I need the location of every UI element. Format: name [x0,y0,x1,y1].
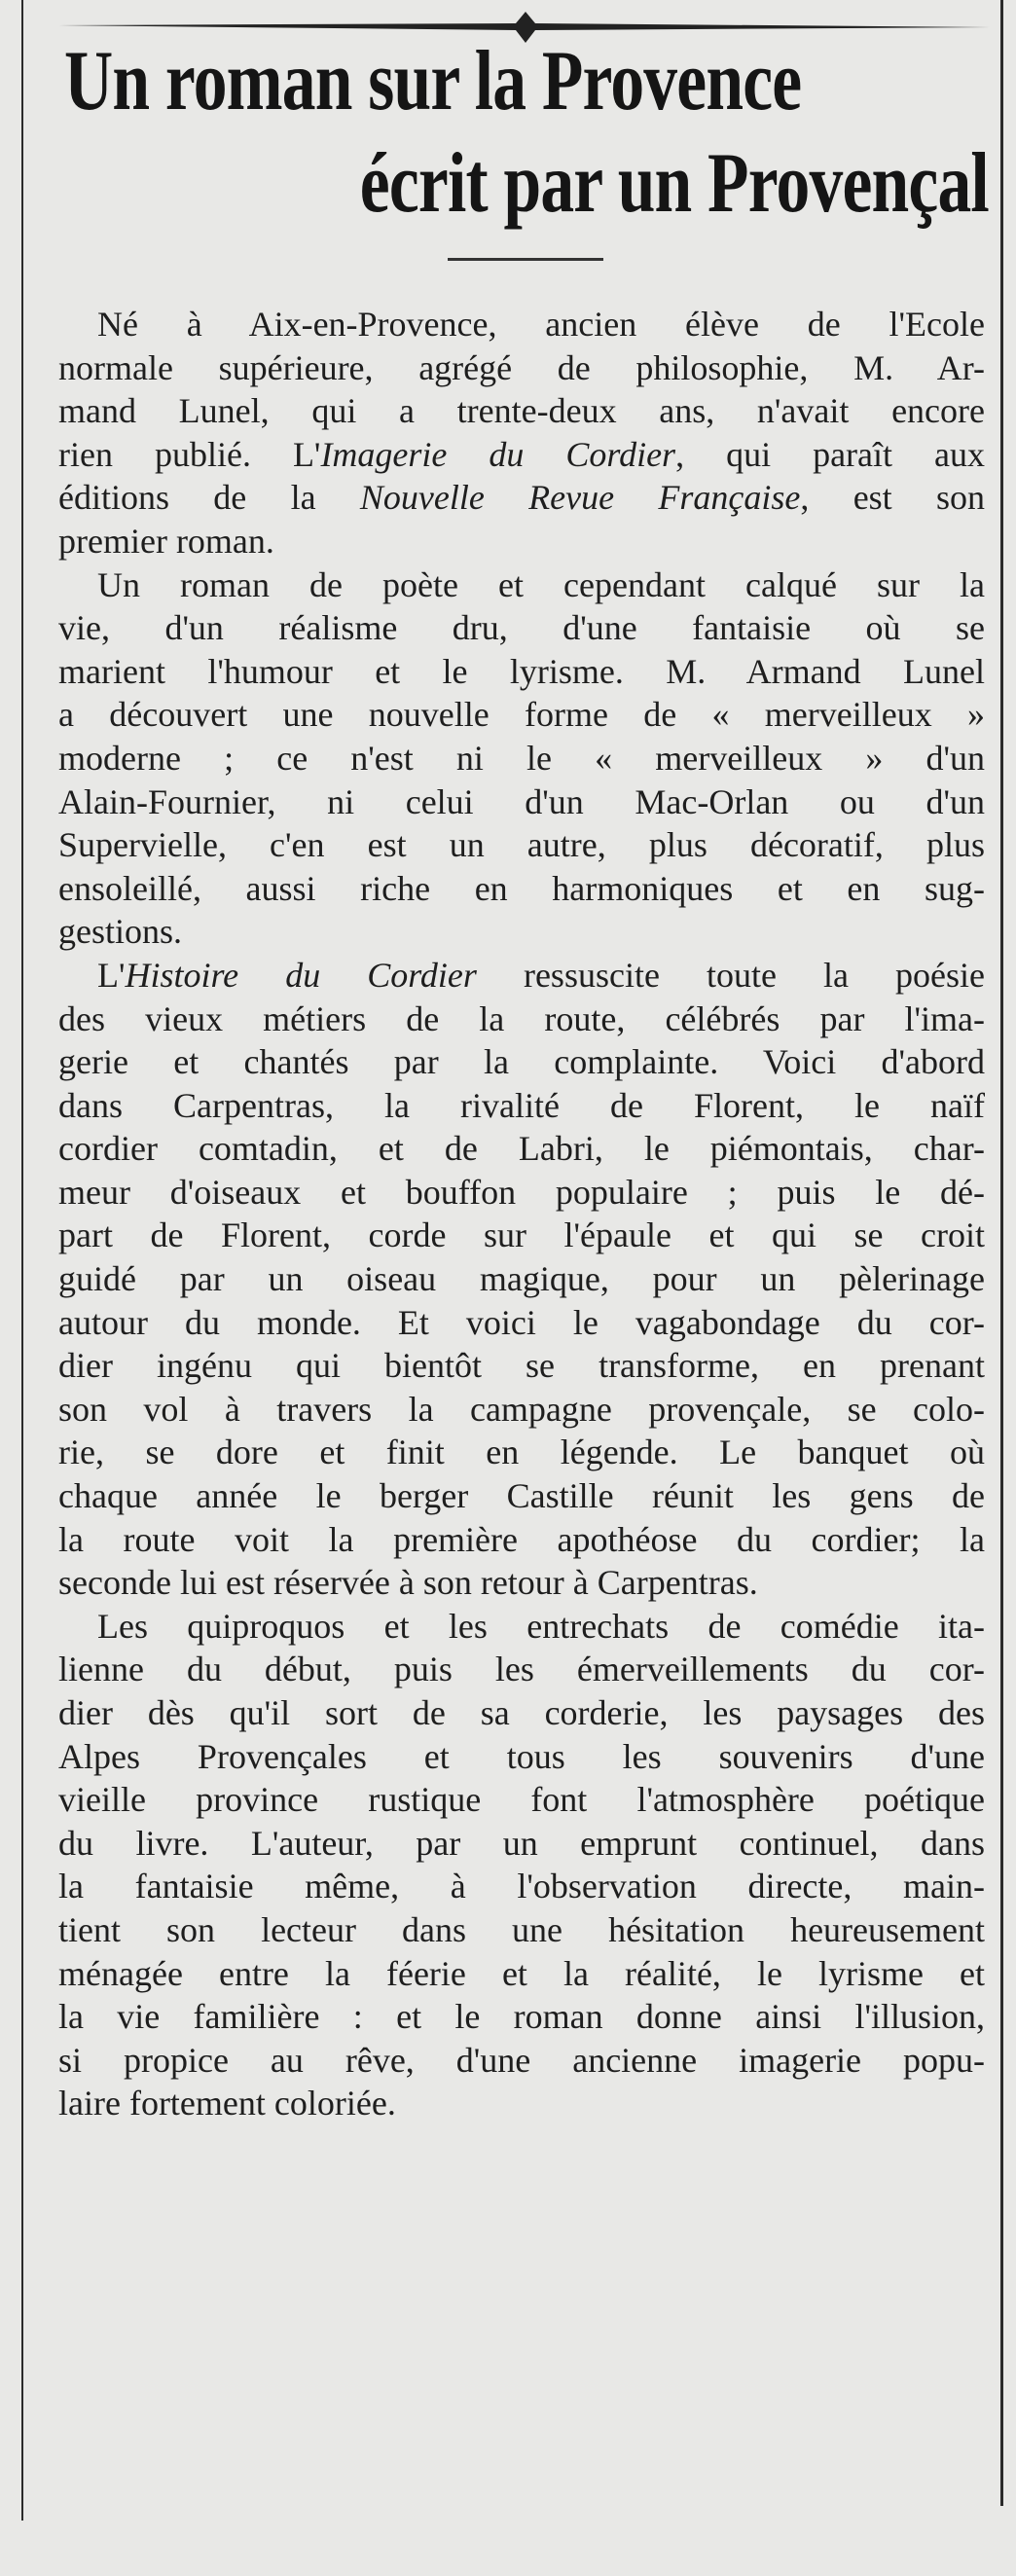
text-line [58,2082,985,2125]
text-run: premier roman. [58,521,274,561]
text-run: vieille province rustique font l'atmosphère poétique [58,1780,985,1820]
text-run: Supervielle, c'en est un autre, plus décoratif, plus [58,825,985,865]
text-run: son vol à travers la campagne provençale, se colo- [58,1389,985,1429]
text-line [58,1952,985,1996]
text-line [58,1127,985,1171]
italic-title: Nouvelle Revue Française [359,478,801,518]
text-run: ressuscite toute la poésie [476,955,985,995]
text-run: seconde lui est réservée à son retour à Carpentras. [58,1563,758,1603]
text-line [58,998,985,1041]
text-line [58,1561,985,1605]
text-line [58,520,985,563]
text-line [58,346,985,390]
text-run: moderne ; ce n'est ni le « merveilleux » d'un [58,738,985,778]
text-line [58,1171,985,1215]
text-line [58,1908,985,1952]
text-run: chaque année le berger Castille réunit les gens de [58,1476,985,1516]
text-line [58,1214,985,1257]
text-line [58,1735,985,1779]
paragraph [58,954,985,1605]
text-run: ménagée entre la féerie et la réalité, le lyrisme et [58,1953,985,1993]
paragraph [58,563,985,954]
text-run: normale supérieure, agrégé de philosophie, M. Ar- [58,347,985,387]
text-line [58,476,985,520]
text-run: cordier comtadin, et de Labri, le piémontais, char- [58,1129,985,1169]
text-run: dier ingénu qui bientôt se transforme, en prenant [58,1346,985,1386]
text-line [58,303,985,346]
text-line [58,867,985,911]
text-line [58,780,985,824]
text-run: la fantaisie même, à l'observation directe, main- [58,1867,985,1906]
text-run: éditions de la [58,478,360,518]
text-run: mand Lunel, qui a trente-deux ans, n'avait encore [58,391,985,431]
text-run: gestions. [58,912,183,952]
text-line [58,737,985,780]
text-run: Les quiproquos et les entrechats de comédie ita- [97,1606,985,1646]
text-run: L' [97,955,126,995]
text-line [58,1605,985,1649]
text-run: laire fortement coloriée. [58,2084,396,2123]
column-rule-left [21,0,23,2521]
text-line [58,1301,985,1345]
paragraph [58,1605,985,2125]
text-run: si propice au rêve, d'une ancienne imagerie popu- [58,2040,985,2080]
headline-line-1: Un roman sur la Provence [64,34,802,128]
italic-title: Histoire du Cordier [125,955,477,995]
text-run: ensoleillé, aussi riche en harmoniques et en sug- [58,868,985,908]
text-line [58,1995,985,2039]
text-run: vie, d'un réalisme dru, d'une fantaisie où se [58,608,985,648]
text-line [58,1474,985,1518]
text-line [58,1822,985,1866]
text-line [58,650,985,694]
text-run: rien publié. L' [58,434,321,474]
text-run: du livre. L'auteur, par un emprunt continuel, dans [58,1823,985,1863]
text-line [58,2039,985,2083]
text-run: dans Carpentras, la rivalité de Florent, le naïf [58,1085,985,1125]
headline-line-2: écrit par un Provençal [359,136,989,231]
text-run: dier dès qu'il sort de sa corderie, les paysages des [58,1693,985,1732]
text-run: lienne du début, puis les émerveillements du cor- [58,1650,985,1689]
text-line [58,1865,985,1908]
text-run: autour du monde. Et voici le vagabondage du cor- [58,1302,985,1342]
text-run: la route voit la première apothéose du cordier; la [58,1519,985,1559]
text-run: , est son [800,478,985,518]
text-line [58,693,985,737]
text-run: rie, se dore et finit en légende. Le banquet où [58,1433,985,1472]
text-run: part de Florent, corde sur l'épaule et qui se croit [58,1215,985,1255]
text-line [58,1778,985,1822]
text-line [58,563,985,607]
text-line [58,910,985,954]
text-line [58,954,985,998]
text-run: Alpes Provençales et tous les souvenirs d'une [58,1736,985,1776]
text-run: marient l'humour et le lyrisme. M. Armand Lunel [58,651,985,691]
article-body [58,303,985,2125]
text-line [58,1084,985,1128]
text-line [58,1691,985,1735]
text-run: tient son lecteur dans une hésitation heureusement [58,1909,985,1949]
text-line [58,1518,985,1562]
text-run: , qui paraît aux [675,434,986,474]
text-run: guidé par un oiseau magique, pour un pèlerinage [58,1259,985,1299]
text-line [58,433,985,477]
text-line [58,1344,985,1388]
paragraph [58,303,985,563]
italic-title: Imagerie du Cordier [320,434,676,474]
text-line [58,1431,985,1474]
headline-divider [448,258,603,261]
text-line [58,1040,985,1084]
text-line [58,606,985,650]
text-run: Un roman de poète et cependant calqué sur la [97,564,985,604]
column-rule-right [1000,0,1003,2506]
text-line [58,1648,985,1691]
text-line [58,1257,985,1301]
text-run: des vieux métiers de la route, célébrés par l'ima- [58,998,985,1038]
text-run: meur d'oiseaux et bouffon populaire ; puis le dé- [58,1172,985,1212]
text-line [58,823,985,867]
text-run: a découvert une nouvelle forme de « merveilleux » [58,695,985,735]
text-run: Né à Aix-en-Provence, ancien élève de l'Ecole [97,305,985,344]
text-run: Alain-Fournier, ni celui d'un Mac-Orlan ou d'un [58,781,985,821]
text-run: gerie et chantés par la complainte. Voici d'abord [58,1042,985,1082]
text-line [58,1388,985,1432]
text-run: la vie familière : et le roman donne ainsi l'illusion, [58,1997,985,2037]
text-line [58,389,985,433]
